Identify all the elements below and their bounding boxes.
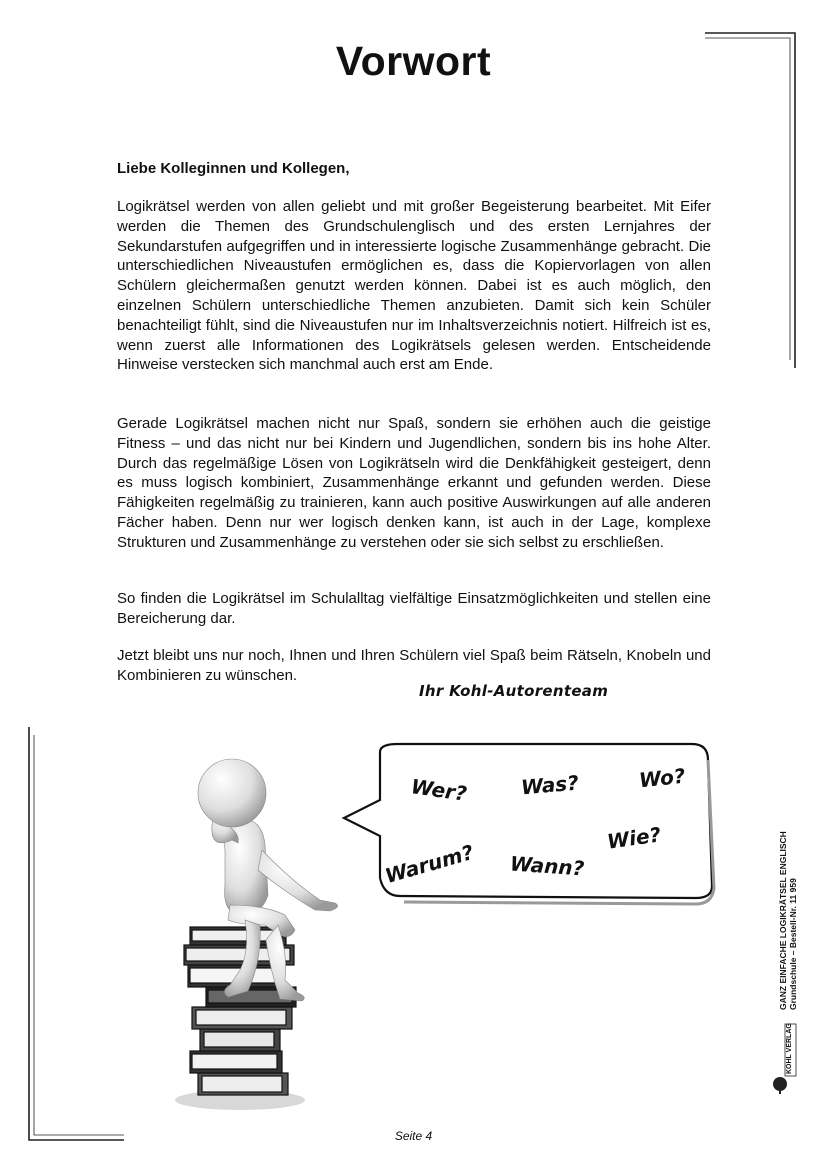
question-wie: Wie? xyxy=(605,822,663,854)
thinking-figure-on-books-illustration xyxy=(170,755,360,1120)
side-label-title: GANZ EINFACHE LOGIKRÄTSEL ENGLISCH xyxy=(778,831,788,1010)
side-label-order: Grundschule – Bestell-Nr. 11 959 xyxy=(788,878,798,1010)
page-number: Seite 4 xyxy=(394,1129,433,1143)
question-wann: Wann? xyxy=(509,851,586,881)
question-wo: Wo? xyxy=(637,763,687,793)
question-warum: Warum? xyxy=(382,839,477,889)
question-was: Was? xyxy=(520,770,580,800)
paragraph-3: So finden die Logikrätsel im Schulalltag vielfältige Einsatzmöglichkeiten und stellen eine Bereicherung dar. xyxy=(117,590,711,627)
publisher-logo xyxy=(768,1022,798,1097)
paragraph-4: Jetzt bleibt uns nur noch, Ihnen und Ihren Schülern viel Spaß beim Rätseln, Knobeln und Kombinieren zu wünschen. xyxy=(117,647,711,684)
signature: Ihr Kohl-Autorenteam xyxy=(419,682,609,700)
publisher-name: KOHL VERLAG xyxy=(786,1023,793,1074)
salutation: Liebe Kolleginnen und Kollegen, xyxy=(117,160,350,177)
paragraph-1: Logikrätsel werden von allen geliebt und mit großer Begeisterung bearbeitet. Mit Eifer werden die Themen des Grundschulenglisch und des ersten Lernjahres der Sekundarstufen aufgegriffen und in interessierte logische Zusammenhänge gebracht. Die unterschiedlichen Niveaustufen ermöglichen es, dass die Kopiervorlagen von allen Schülern gleichermaßen genutzt werden können. Dabei ist es auch möglich, den einzelnen Schülern unterschiedliche Themen anzubieten. Damit sich kein Schüler benachteiligt fühlt, sind die Niveaustufen nur im Inhaltsverzeichnis notiert. Hilfreich ist es, wenn zuerst alle Informationen des Logikrätsels gelesen werden. Entscheidende Hinweise verstecken sich manchmal auch erst am Ende. xyxy=(117,198,711,374)
corner-frame-bottom-left xyxy=(26,725,126,1145)
question-wer: Wer? xyxy=(409,774,469,806)
page-title: Vorwort xyxy=(335,38,492,84)
paragraph-2: Gerade Logikrätsel machen nicht nur Spaß, sondern sie erhöhen auch die geistige Fitness – und das nicht nur bei Kindern und Jugendlichen, sondern bis ins hohe Alter. Durch das regelmäßige Lösen von Logikrätseln wird die Denkfähigkeit gesteigert, denn es muss logisch kombiniert, Zusammenhänge erkannt und gefunden werden. Diese Fähigkeiten regelmäßig zu trainieren, kann auch positive Auswirkungen auf alle anderen Fächer haben. Denn nur wer logisch denken kann, ist auch in der Lage, komplexe Strukturen und Zusammenhänge zu verstehen oder sie sich selbst zu erschließen. xyxy=(117,415,711,551)
tree-logo-icon xyxy=(768,1022,798,1097)
